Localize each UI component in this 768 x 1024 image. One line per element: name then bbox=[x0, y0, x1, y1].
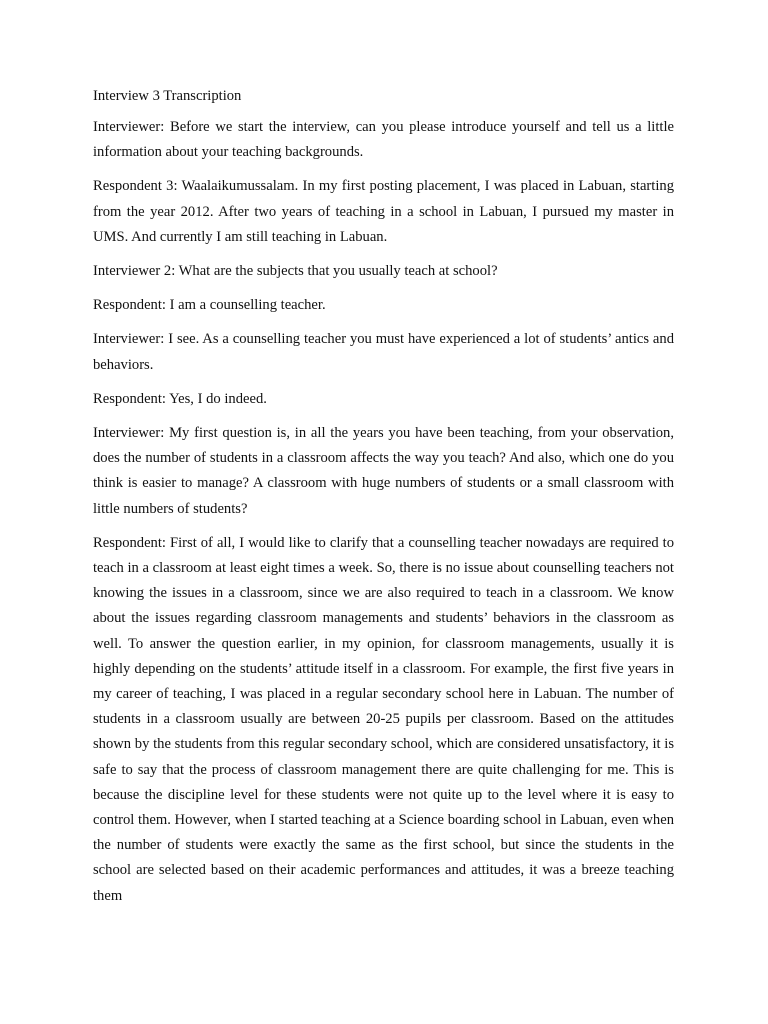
paragraph-interviewer-first-question: Interviewer: My first question is, in all the years you have been teaching, from your observation, does the number of students in a classroom affects the way you teach? And also, which one do you think is easier to manage? A classroom with huge numbers of students or a small classroom with little numbers of students? bbox=[93, 425, 674, 517]
paragraph-respondent-counselling: Respondent: I am a counselling teacher. bbox=[93, 297, 326, 314]
paragraph-respondent-background: Respondent 3: Waalaikumussalam. In my first posting placement, I was placed in Labuan, starting from the year 2012. After two years of teaching in a school in Labuan, I pursued my master in UMS. And currently I am still teaching in Labuan. bbox=[93, 178, 674, 245]
document-page bbox=[93, 86, 674, 918]
paragraph-interviewer-intro: Interviewer: Before we start the interview, can you please introduce yourself and tell us a little information about your teaching backgrounds. bbox=[93, 119, 674, 161]
paragraph-interviewer-subjects: Interviewer 2: What are the subjects that you usually teach at school? bbox=[93, 263, 498, 280]
paragraph-respondent-indeed: Respondent: Yes, I do indeed. bbox=[93, 390, 267, 407]
paragraph-respondent-answer: Respondent: First of all, I would like to clarify that a counselling teacher nowadays are required to teach in a classroom at least eight times a week. So, there is no issue about counselling teachers not knowing the issues in a classroom, since we are also required to teach in a classroom. We know about the issues regarding classroom managements and students’ behaviors in the classroom as well. To answer the question earlier, in my opinion, for classroom managements, usually it is highly depending on the students’ attitude itself in a classroom. For example, the first five years in my career of teaching, I was placed in a regular secondary school here in Labuan. The number of students in a classroom usually are between 20-25 pupils per classroom. Based on the attitudes shown by the students from this regular secondary school, which are considered unsatisfactory, it is safe to say that the process of classroom management there are quite challenging for me. This is because the discipline level for these students were not quite up to the level where it is easy to control them. However, when I started teaching at a Science boarding school in Labuan, even when the number of students were exactly the same as the first school, but since the students in the school are selected based on their academic performances and attitudes, it was a breeze teaching them bbox=[93, 534, 674, 904]
document-title: Interview 3 Transcription bbox=[93, 88, 242, 104]
paragraph-interviewer-antics: Interviewer: I see. As a counselling teacher you must have experienced a lot of students’ antics and behaviors. bbox=[93, 331, 674, 373]
